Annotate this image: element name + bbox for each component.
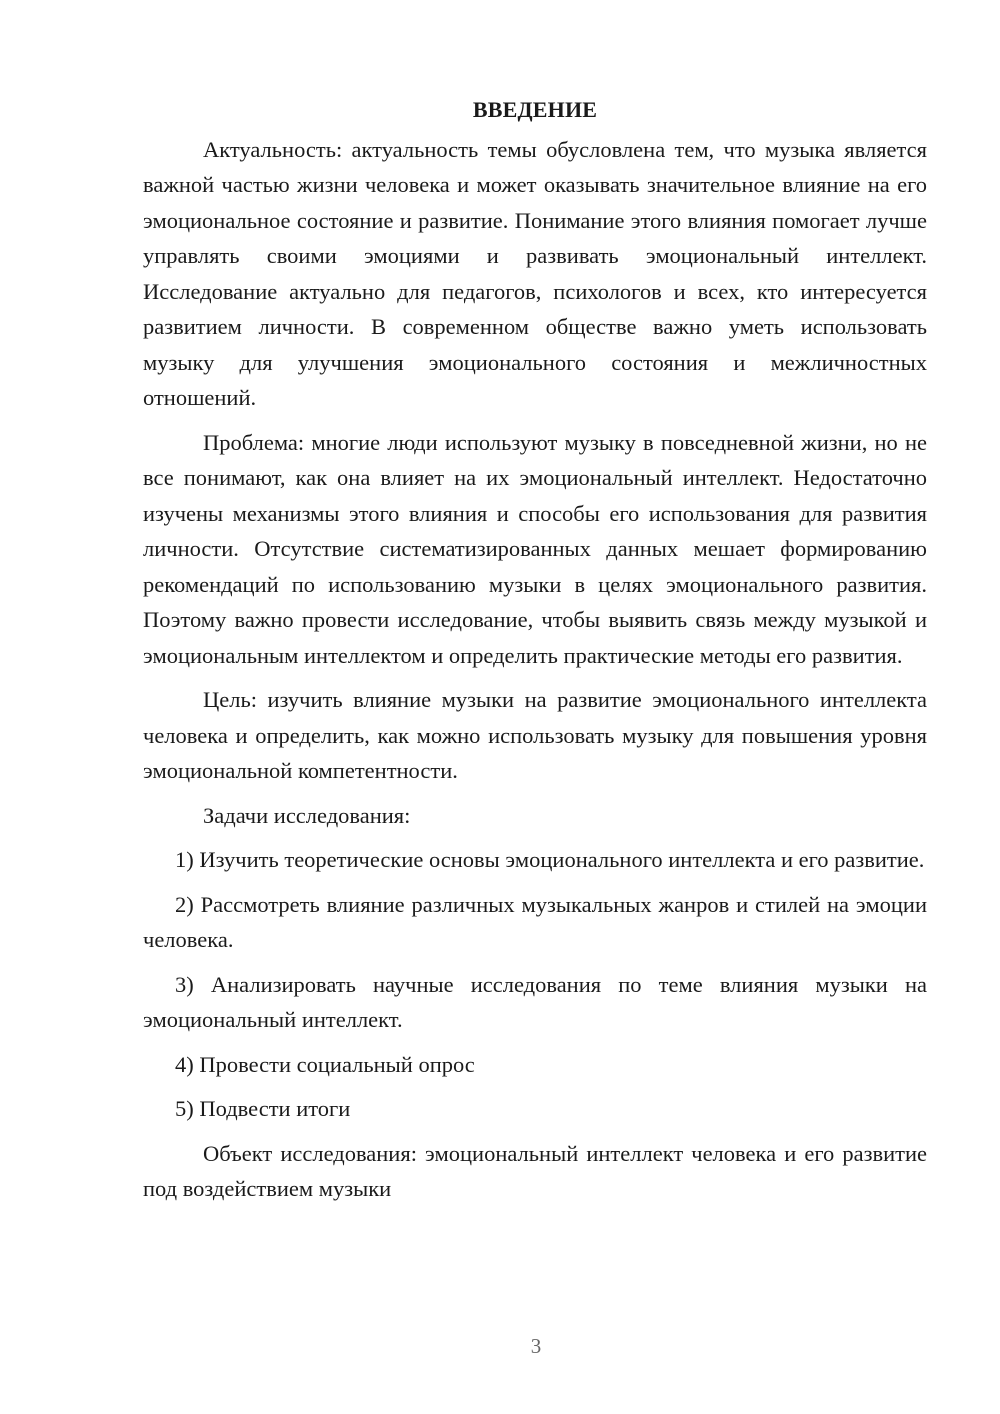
object-paragraph: Объект исследования: эмоциональный интеллект человека и его развитие под воздействием музыки <box>143 1140 927 1201</box>
problem-paragraph: Проблема: многие люди используют музыку в повседневной жизни, но не все понимают, как она влияет на их эмоциональный интеллект. Недостаточно изучены механизмы этого влияния и способы его использования для развития личности. Отсутствие систематизированных данных мешает формированию рекомендаций по использованию музыки в целях эмоционального развития. Поэтому важно провести исследование, чтобы выявить связь между музыкой и эмоциональным интеллектом и определить практические методы его развития. <box>143 429 927 668</box>
task-item-4: 4) Провести социальный опрос <box>175 1051 475 1077</box>
task-item-5: 5) Подвести итоги <box>175 1096 351 1121</box>
relevance-paragraph: Актуальность: актуальность темы обусловлена тем, что музыка является важной частью жизни человека и может оказывать значительное влияние на его эмоциональное состояние и развитие. Понимание этого влияния помогает лучше управлять своими эмоциями и развивать эмоциональный интеллект. Исследование актуально для педагогов, психологов и всех, кто интересуется развитием личности. В современном обществе важно уметь использовать музыку для улучшения эмоционального состояния и межличностных отношений. <box>143 136 927 410</box>
page-number: 3 <box>530 1334 542 1358</box>
task-item-1: 1) Изучить теоретические основы эмоционального интеллекта и его развитие. <box>175 847 925 872</box>
task-item-2: 2) Рассмотреть влияние различных музыкальных жанров и стилей на эмоции человека. <box>143 891 927 952</box>
task-item-3: 3) Анализировать научные исследования по теме влияния музыки на эмоциональный интеллект. <box>143 971 927 1032</box>
goal-paragraph: Цель: изучить влияние музыки на развитие эмоционального интеллекта человека и определить, как можно использовать музыку для повышения уровня эмоциональной компетентности. <box>143 687 927 783</box>
tasks-heading: Задачи исследования: <box>203 802 411 828</box>
page-title: ВВЕДЕНИЕ <box>472 97 598 122</box>
page-body <box>143 92 927 1216</box>
